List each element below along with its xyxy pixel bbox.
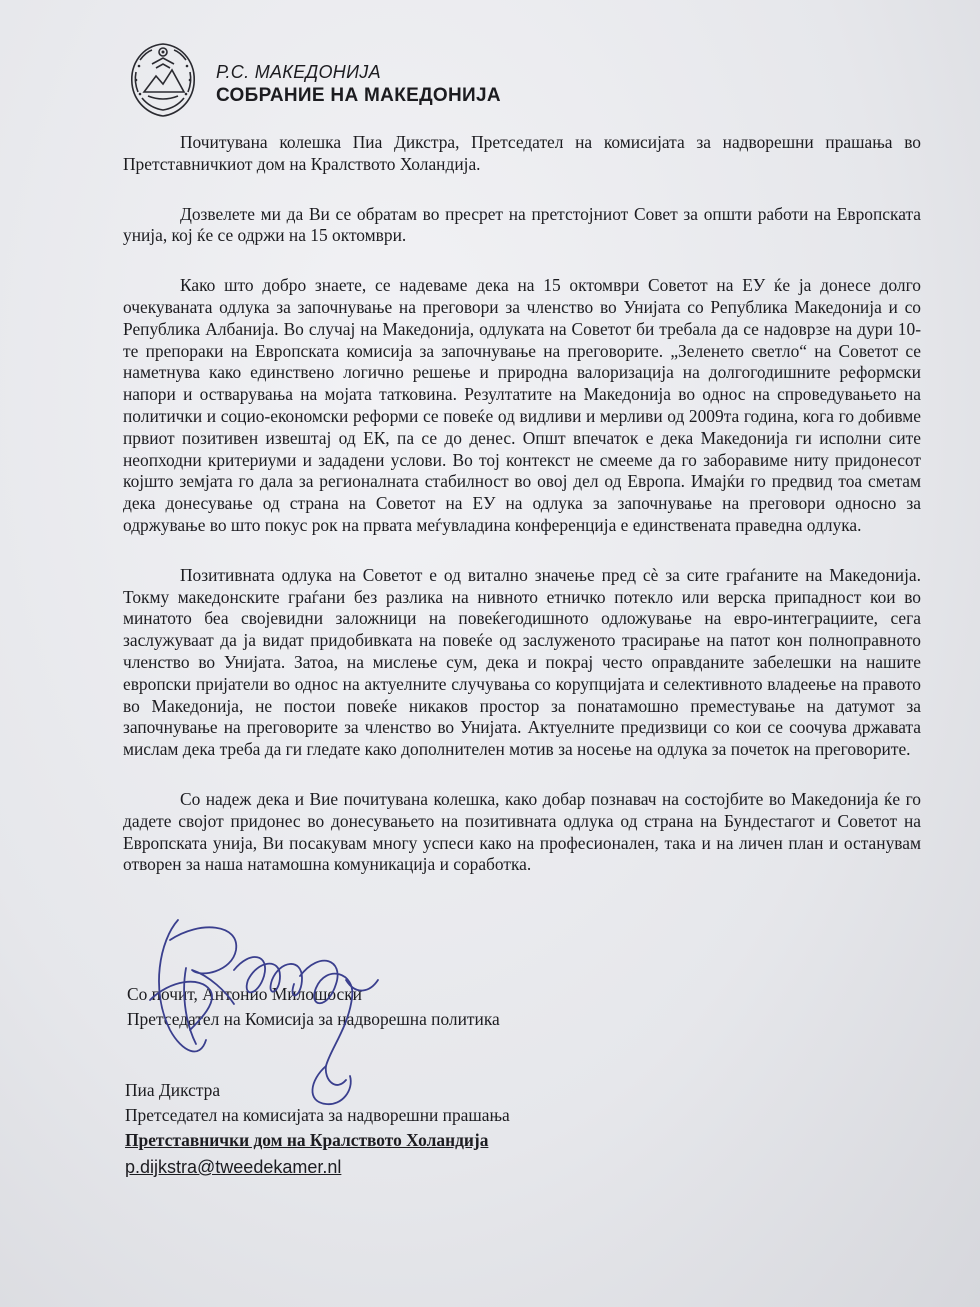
recipient-block <box>125 1078 510 1180</box>
intro-paragraph: Дозвелете ми да Ви се обратам во пресрет на претстојниот Совет за општи работи на Европската унија, кој ќе се одржи на 15 октомври. <box>123 203 921 246</box>
sender-title: Претседател на Комисија за надворешна политика <box>127 1009 500 1029</box>
letterhead-assembly: СОБРАНИЕ НА МАКЕДОНИЈА <box>216 85 501 106</box>
argument-paragraph: Позитивната одлука на Советот е од витално значење пред сѐ за сите граѓаните на Македонија. Токму македонските граѓани без разлика на нивното етничко потекло или верска припадност кои во минатото беа својевидни заложници на повеќегодишното одложување на евро-интеграциите, сега заслужуваат да ја видат придобивката на повеќе од заслуженото трасирање на патот кон полноправното членство во Унијата. Затоа, на мислење сум, дека и покрај често оправданите забелешки на нашите европски пријатели во однос на актуелните случувања со корупцијата и селективното владеење на правото во Македонија, не постои повеќе никаков простор за понатамошно преместување на датумот за започнување на преговорите за членство во Унијата. Актуелните предизвици со кои се соочува државата мислам дека треба да ги гледате како дополнителен мотив за носење на одлука за почеток на преговорите. <box>123 564 921 760</box>
recipient-title: Претседател на комисијата за надворешни прашања <box>125 1105 510 1125</box>
letter-body <box>123 132 921 904</box>
letterhead <box>216 60 501 108</box>
closing-paragraph: Со надеж дека и Вие почитувана колешка, како добар познавач на состојбите во Македонија ќе го дадете својот придонес во донесувањето на позитивната одлука од страна на Бундестагот и Советот на Европската унија, Ви посакувам многу успеси како на професионален, така и на личен план и останувам отворен за наша натамошна комуникација и соработка. <box>123 788 921 875</box>
salutation-paragraph: Почитувана колешка Пиа Дикстра, Претседател на комисијата за надворешни прашања во Претставничкиот дом на Кралството Холандија. <box>123 132 921 174</box>
recipient-name: Пиа Дикстра <box>125 1080 221 1100</box>
context-paragraph: Како што добро знаете, се надеваме дека на 15 октомври Советот на ЕУ ќе ја донесе долго очекуваната одлука за започнување на преговори за членство во Унијата со Република Македонија и со Република Албанија. Во случај на Македонија, одлуката на Советот би требала да се надоврзе на дури 10-те препораки на Европската комисија за започнување на преговорите. „Зеленето светло“ на Советот се наметнува како единствено логично решење и природна валоризација на долгогодишните реформски напори и остварувања на мојата татковина. Резултатите на Македонија во однос на спроведувањето на политички и социо-економски реформи се повеќе од видливи и мерливи од 2009та година, кога го добивме првиот позитивен извештај од ЕК, па се до денес. Општ впечаток е дека Македонија ги исполни сите неопходни критериуми и зададени услови. Во тој контекст не смееме да го заборавиме ниту придонесот којшто земјата го дала за регионалната стабилност во овој дел од Европа. Имајќи го предвид тоа сметам дека донесување од страна на Советот на ЕУ на одлука за започнување на преговори односно за одржување во што покус рок на првата меѓувладина конференција е единствената праведна одлука. <box>123 275 921 535</box>
sign-off <box>127 982 500 1032</box>
coat-of-arms-logo <box>122 38 204 120</box>
recipient-institution: Претставнички дом на Кралството Холандија <box>125 1130 489 1150</box>
regards-line: Со почит, Антонио Милошоски <box>127 984 362 1004</box>
recipient-email: p.dijkstra@tweedekamer.nl <box>125 1157 342 1177</box>
letterhead-republic: Р.С. МАКЕДОНИЈА <box>216 62 381 82</box>
